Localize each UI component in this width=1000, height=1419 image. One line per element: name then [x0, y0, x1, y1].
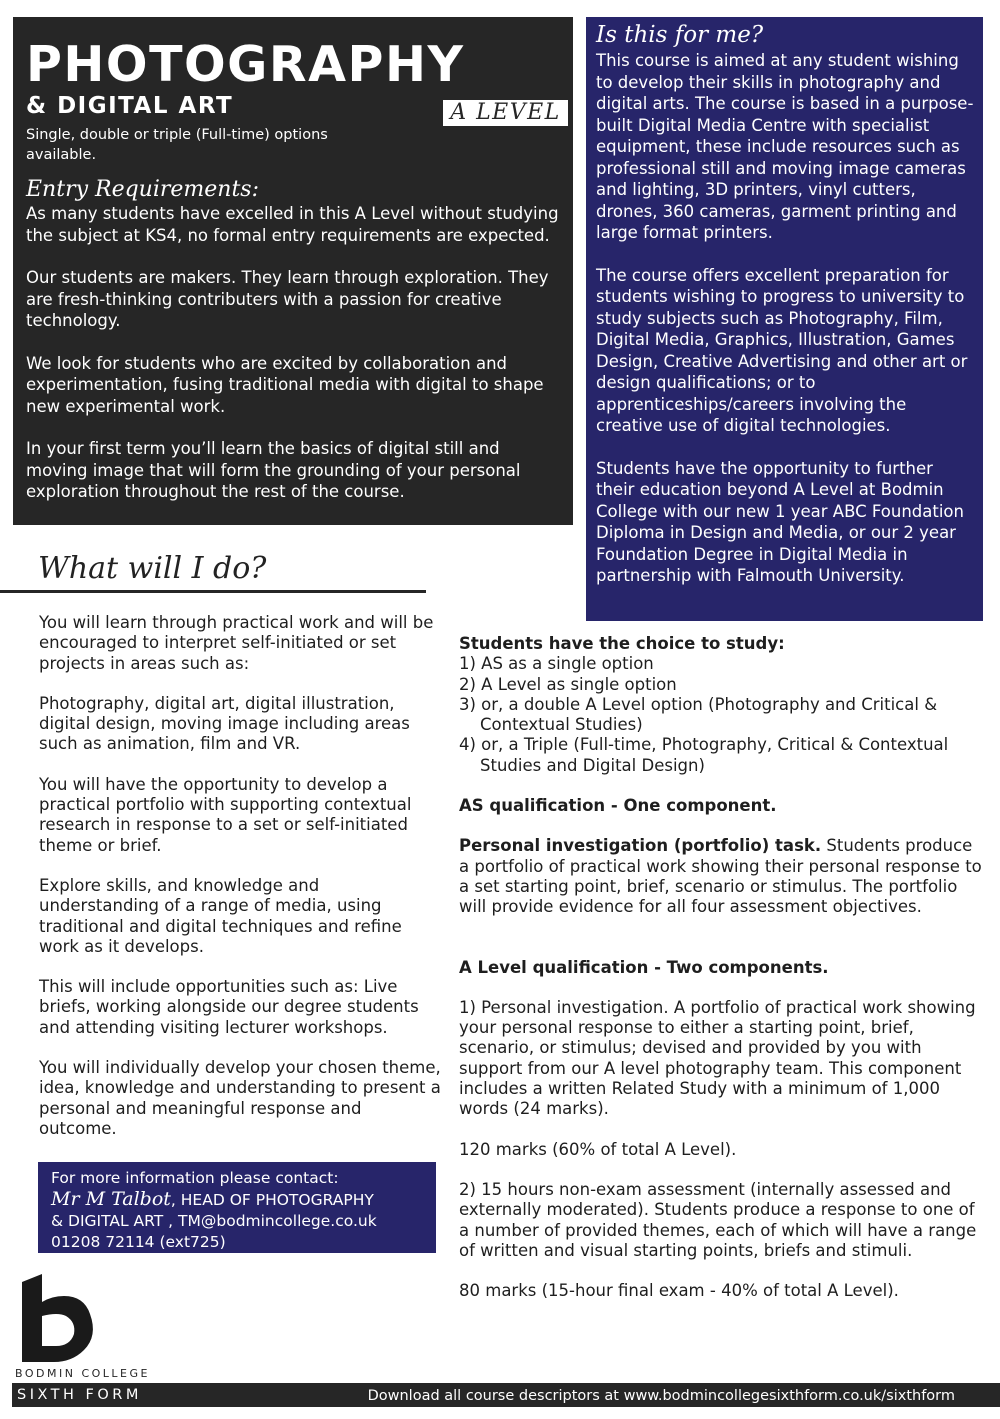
- contact-intro: For more information please contact:: [51, 1169, 339, 1187]
- is-this-for-me-heading: Is this for me?: [596, 22, 764, 48]
- what-paragraph: You will individually develop your chosen theme, idea, knowledge and understanding to present a personal and meaningful response and outcome.: [39, 1058, 441, 1138]
- choice-heading: Students have the choice to study:: [459, 634, 785, 653]
- as-qualification-heading: AS qualification - One component.: [459, 796, 777, 816]
- entry-requirements-heading: Entry Requirements:: [26, 177, 260, 202]
- what-will-i-do-section: [39, 613, 441, 1159]
- entry-paragraph: In your first term you’ll learn the basics of digital still and moving image that will form the grounding of your personal exploration throughout the rest of the course.: [26, 439, 521, 501]
- page-title: PHOTOGRAPHY: [26, 36, 465, 93]
- header-box: [13, 17, 573, 525]
- choice-item: 4) or, a Triple (Full-time, Photography, Critical & Contextual Studies and Digital Design): [459, 735, 949, 775]
- contact-phone: 01208 72114 (ext725): [51, 1233, 226, 1251]
- contact-role: , HEAD OF PHOTOGRAPHY: [170, 1191, 374, 1209]
- choice-item: 1) AS as a single option: [459, 654, 654, 674]
- entry-paragraph: We look for students who are excited by collaboration and experimentation, fusing traditional media with digital to shape new experimental work.: [26, 353, 544, 416]
- alevel-paragraph: 120 marks (60% of total A Level).: [459, 1139, 737, 1159]
- alevel-paragraph: 80 marks (15-hour final exam - 40% of total A Level).: [459, 1281, 899, 1301]
- alevel-qualification-heading: A Level qualification - Two components.: [459, 957, 829, 977]
- what-will-i-do-heading: What will I do?: [38, 551, 267, 586]
- what-paragraph: Explore skills, and knowledge and understanding of a range of media, using traditional and digital techniques and refine work as it develops.: [39, 875, 402, 956]
- choice-item: 2) A Level as single option: [459, 674, 677, 694]
- level-tag: A LEVEL: [443, 100, 568, 126]
- contact-email-line[interactable]: & DIGITAL ART , TM@bodmincollege.co.uk: [51, 1212, 377, 1230]
- entry-paragraph: Our students are makers. They learn through exploration. They are fresh-thinking contributers with a passion for creative technology.: [26, 268, 549, 330]
- info-paragraph: This course is aimed at any student wishing to develop their skills in photography and digital arts. The course is based in a purpose-built Digital Media Centre with specialist equipment, these include resources such as professional still and moving image cameras and lighting, 3D printers, vinyl cutters, drones, 360 cameras, garment printing and large format printers.: [596, 51, 974, 242]
- info-paragraph: Students have the opportunity to further their education beyond A Level at Bodmin College with our new 1 year ABC Foundation Diploma in Design and Media, or our 2 year Foundation Degree in Digital Media in partnership with Falmouth University.: [596, 458, 964, 585]
- alevel-paragraph: 1) Personal investigation. A portfolio of practical work showing your personal response to either a starting point, brief, scenario, or stimulus; devised and provided by you with support from our A level photography team. This component includes a written Related Study with a minimum of 1,000 words (24 marks).: [459, 997, 976, 1119]
- download-link[interactable]: Download all course descriptors at www.bodmincollegesixthform.co.uk/sixthform: [367, 1388, 955, 1404]
- what-paragraph: You will learn through practical work and will be encouraged to interpret self-initiated or set projects in areas such as:: [39, 613, 434, 673]
- alevel-paragraph: 2) 15 hours non-exam assessment (internally assessed and externally moderated). Students produce a response to one of a number of provided themes, each of which will have a range of written and visual starting points, briefs and stimuli.: [459, 1179, 977, 1260]
- is-this-for-me-box: [586, 17, 983, 621]
- college-name: BODMIN COLLEGE: [15, 1367, 150, 1380]
- bodmin-logo-icon: [18, 1274, 98, 1362]
- choice-item: 3) or, a double A Level option (Photography and Critical & Contextual Studies): [459, 694, 938, 735]
- contact-name: Mr M Talbot: [51, 1188, 171, 1210]
- entry-paragraph: As many students have excelled in this A Level without studying the subject at KS4, no formal entry requirements are expected.: [26, 204, 559, 245]
- contact-name-line: [51, 1189, 426, 1211]
- as-task-paragraph: [459, 836, 987, 917]
- options-text: Single, double or triple (Full-time) options available.: [26, 127, 328, 163]
- as-task-text: Students produce a portfolio of practical work showing their personal response to a set starting point, brief, scenario or stimulus. The portfolio will provide evidence for all four assessment objectives.: [459, 836, 982, 917]
- section-divider: [0, 590, 426, 593]
- what-paragraph: This will include opportunities such as: Live briefs, working alongside our degree students and attending visiting lecturer workshops.: [39, 977, 419, 1037]
- page-subtitle: & DIGITAL ART: [26, 93, 234, 119]
- contact-box: [38, 1162, 436, 1253]
- info-paragraph: The course offers excellent preparation for students wishing to progress to university to study subjects such as Photography, Film, Digital Media, Graphics, Illustration, Games Design, Creative Advertising and other art or design qualifications; or to apprenticeships/careers involving the creative use of digital technologies.: [596, 265, 968, 435]
- sixth-form-label: SIXTH FORM: [17, 1387, 142, 1403]
- choice-list: [459, 654, 987, 776]
- study-options-section: [459, 634, 987, 1321]
- as-task-title: Personal investigation (portfolio) task.: [459, 836, 822, 856]
- footer-bar: [12, 1383, 1000, 1407]
- what-paragraph: Photography, digital art, digital illustration, digital design, moving image including areas such as animation, film and VR.: [39, 693, 410, 754]
- what-paragraph: You will have the opportunity to develop a practical portfolio with supporting contextual research in response to a set or self-initiated theme or brief.: [39, 774, 412, 855]
